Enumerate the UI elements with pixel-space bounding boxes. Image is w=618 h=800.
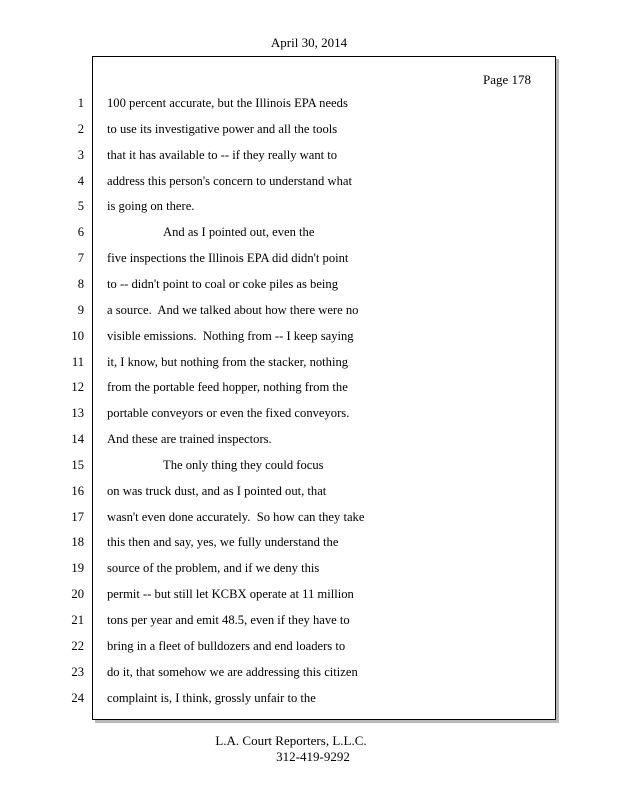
transcript-line: is going on there. [107, 199, 195, 213]
transcript-line: do it, that somehow we are addressing this citizen [107, 665, 358, 679]
transcript-line: portable conveyors or even the fixed conveyors. [107, 406, 350, 420]
page-number: Page 178 [482, 72, 531, 87]
line-number: 13 [71, 406, 84, 420]
line-number: 3 [77, 148, 84, 162]
line-number: 21 [71, 613, 84, 627]
line-number: 23 [71, 665, 84, 679]
transcript-line: visible emissions. Nothing from -- I keep saying [107, 329, 354, 343]
line-number: 14 [71, 432, 84, 446]
line-number: 8 [77, 277, 84, 291]
line-number: 20 [71, 587, 84, 601]
transcript-line: that it has available to -- if they really want to [107, 148, 338, 162]
transcript-line: permit -- but still let KCBX operate at 11 million [107, 587, 354, 601]
line-number: 9 [77, 303, 84, 317]
line-number: 6 [77, 225, 84, 239]
transcript-line: a source. And we talked about how there were no [107, 303, 359, 317]
transcript-line: bring in a fleet of bulldozers and end loaders to [107, 639, 346, 653]
line-number: 24 [71, 691, 84, 705]
line-number: 4 [77, 174, 84, 188]
line-number: 15 [71, 458, 84, 472]
line-number: 17 [71, 510, 84, 524]
line-number: 12 [71, 380, 84, 394]
line-number: 7 [77, 251, 84, 265]
transcript-line: 100 percent accurate, but the Illinois EPA needs [107, 96, 348, 110]
transcript-line: The only thing they could focus [163, 458, 324, 472]
transcript-line: tons per year and emit 48.5, even if they have to [107, 613, 350, 627]
line-number: 5 [77, 199, 84, 213]
transcript-line: And these are trained inspectors. [107, 432, 272, 446]
line-number: 1 [77, 96, 84, 110]
transcript-line: five inspections the Illinois EPA did didn't point [107, 251, 349, 265]
line-number: 11 [71, 355, 84, 369]
line-number: 16 [71, 484, 84, 498]
transcript-line: to -- didn't point to coal or coke piles as being [107, 277, 339, 291]
transcript-line: wasn't even done accurately. So how can they take [107, 510, 365, 524]
transcript-line: source of the problem, and if we deny this [107, 561, 320, 575]
line-number: 19 [71, 561, 84, 575]
header-date: April 30, 2014 [270, 35, 348, 50]
transcript-line: And as I pointed out, even the [163, 225, 315, 239]
transcript-line: on was truck dust, and as I pointed out, that [107, 484, 327, 498]
transcript-line: complaint is, I think, grossly unfair to the [107, 691, 316, 705]
line-number: 22 [71, 639, 84, 653]
transcript-line: address this person's concern to understand what [107, 174, 352, 188]
line-number: 18 [71, 535, 84, 549]
footer-phone: 312-419-9292 [276, 749, 350, 764]
line-number: 10 [71, 329, 84, 343]
transcript-line: this then and say, yes, we fully understand the [107, 535, 339, 549]
transcript-line: from the portable feed hopper, nothing from the [107, 380, 348, 394]
transcript-line: it, I know, but nothing from the stacker, nothing [107, 355, 349, 369]
transcript-line: to use its investigative power and all the tools [107, 122, 338, 136]
footer-company: L.A. Court Reporters, L.L.C. [215, 733, 367, 748]
line-number: 2 [77, 122, 84, 136]
